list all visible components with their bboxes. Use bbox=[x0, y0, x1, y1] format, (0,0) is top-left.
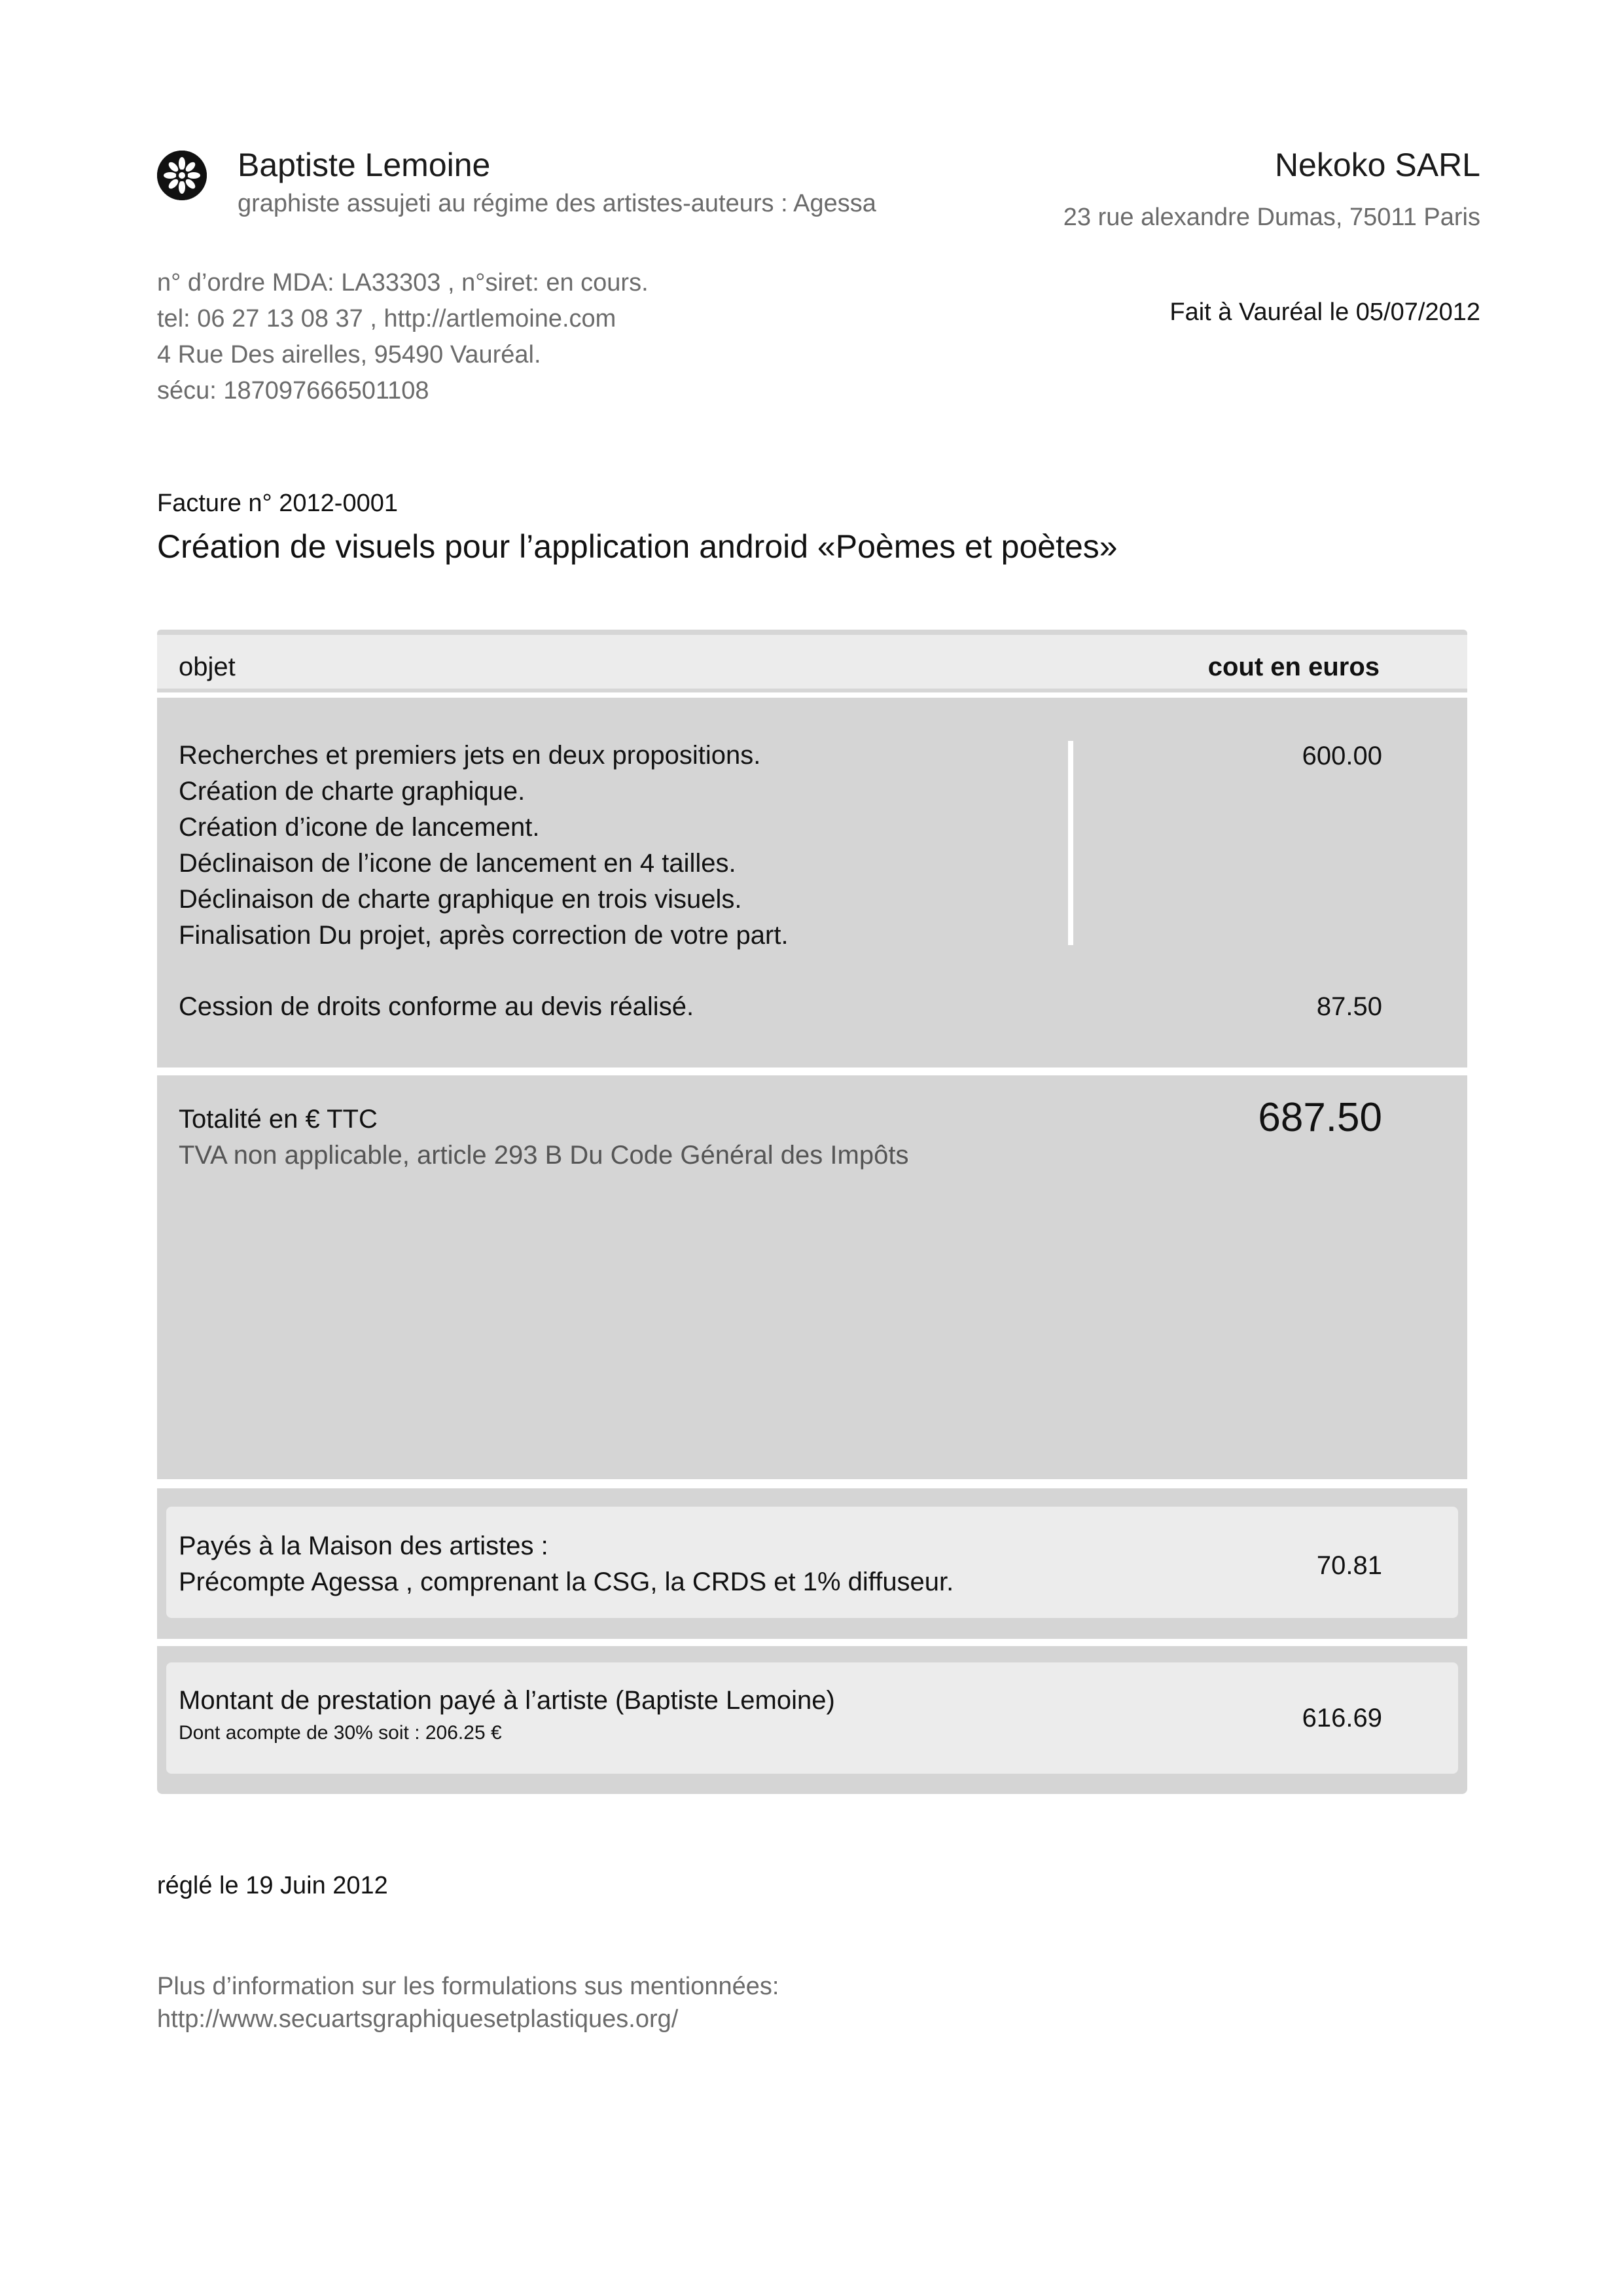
settlement-date: réglé le 19 Juin 2012 bbox=[157, 1872, 388, 1899]
client-name: Nekoko SARL bbox=[1274, 147, 1480, 183]
list-item: Finalisation Du projet, après correction de votre part. bbox=[179, 921, 789, 950]
artist-subtitle: graphiste assujeti au régime des artistes-auteurs : Agessa bbox=[238, 190, 876, 217]
list-item: Déclinaison de l’icone de lancement en 4 tailles. bbox=[179, 849, 736, 878]
issue-date: Fait à Vauréal le 05/07/2012 bbox=[1169, 298, 1480, 326]
total-label: Totalité en € TTC bbox=[179, 1105, 378, 1134]
column-header-object: objet bbox=[179, 653, 236, 681]
info-line-address: 4 Rue Des airelles, 95490 Vauréal. bbox=[157, 341, 541, 368]
contributions-amount: 70.81 bbox=[1316, 1551, 1382, 1580]
artist-payment-amount: 616.69 bbox=[1302, 1704, 1382, 1732]
list-item: Recherches et premiers jets en deux propositions. bbox=[179, 741, 761, 770]
info-line-social-security: sécu: 187097666501108 bbox=[157, 377, 429, 404]
item-list bbox=[179, 738, 789, 954]
invoice-number: Facture n° 2012-0001 bbox=[157, 490, 398, 517]
artist-payment-label: Montant de prestation payé à l’artiste (Baptiste Lemoine) bbox=[179, 1686, 835, 1715]
list-item: Création de charte graphique. bbox=[179, 777, 526, 806]
sunflower-icon bbox=[157, 151, 207, 200]
more-info-label: Plus d’information sur les formulations sus mentionnées: bbox=[157, 1973, 779, 2000]
info-line-phone-website: tel: 06 27 13 08 37 , http://artlemoine.com bbox=[157, 305, 616, 332]
contributions-panel bbox=[166, 1507, 1458, 1618]
items-amount: 600.00 bbox=[1302, 742, 1382, 770]
contributions-label: Payés à la Maison des artistes : bbox=[179, 1532, 548, 1560]
client-address: 23 rue alexandre Dumas, 75011 Paris bbox=[1063, 204, 1480, 231]
artist-payment-panel bbox=[166, 1662, 1458, 1774]
artist-contact-info bbox=[157, 265, 649, 409]
deposit-note: Dont acompte de 30% soit : 206.25 € bbox=[179, 1722, 502, 1744]
list-item: Création d’icone de lancement. bbox=[179, 813, 540, 842]
more-info-url: http://www.secuartsgraphiquesetplastiques.org/ bbox=[157, 2005, 679, 2033]
total-amount: 687.50 bbox=[1258, 1095, 1382, 1140]
more-info bbox=[157, 1970, 779, 2036]
info-line-order-number: n° d’ordre MDA: LA33303 , n°siret: en cours. bbox=[157, 269, 649, 296]
column-header-cost: cout en euros bbox=[1207, 653, 1380, 681]
vertical-divider bbox=[1068, 741, 1073, 945]
list-item: Déclinaison de charte graphique en trois visuels. bbox=[179, 885, 742, 914]
invoice-title: Création de visuels pour l’application android «Poèmes et poètes» bbox=[157, 528, 1118, 565]
contributions-detail: Précompte Agessa , comprenant la CSG, la CRDS et 1% diffuseur. bbox=[179, 1568, 954, 1596]
rights-amount: 87.50 bbox=[1316, 992, 1382, 1021]
artist-name: Baptiste Lemoine bbox=[238, 147, 491, 183]
rights-transfer-line: Cession de droits conforme au devis réalisé. bbox=[179, 992, 694, 1021]
vat-note: TVA non applicable, article 293 B Du Code Général des Impôts bbox=[179, 1141, 909, 1170]
